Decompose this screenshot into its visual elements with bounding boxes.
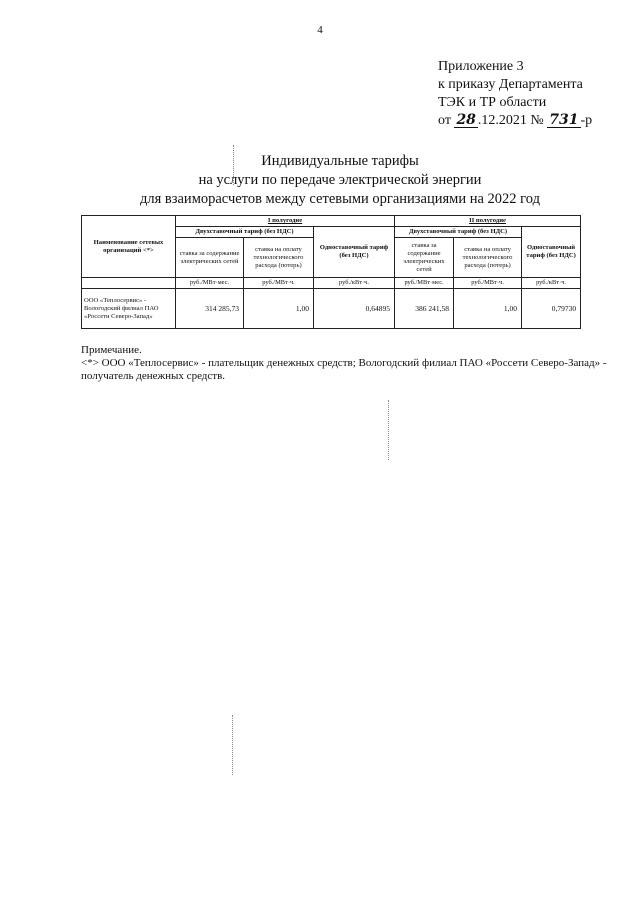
appendix-block xyxy=(438,58,628,130)
date-prefix: от xyxy=(438,113,451,128)
half1-one-part-value: 0,64895 xyxy=(314,289,395,329)
table-row xyxy=(82,289,581,329)
title-line-3: для взаиморасчетов между сетевыми организациями на 2022 год xyxy=(140,191,540,207)
order-suffix: -р xyxy=(580,113,593,128)
date-rest: .12.2021 № xyxy=(477,113,544,128)
handwritten-day: 28 xyxy=(456,112,476,128)
half2-unit-losses: руб./МВт·ч. xyxy=(454,278,522,289)
half2-header: II полугодие xyxy=(395,216,581,227)
note-block xyxy=(81,344,611,383)
half2-maintenance-value: 386 241,58 xyxy=(395,289,454,329)
scan-artifact xyxy=(232,715,233,775)
scan-artifact xyxy=(388,400,389,460)
half1-maintenance-value: 314 285,73 xyxy=(176,289,244,329)
half1-header: I полугодие xyxy=(176,216,395,227)
half2-unit-maintenance: руб./МВт·мес. xyxy=(395,278,454,289)
appendix-title: Приложение 3 xyxy=(438,59,524,74)
appendix-department-line: ТЭК и ТР области xyxy=(438,95,547,110)
appendix-date-line xyxy=(438,112,628,130)
org-name-cell: ООО «Теплосервис» - Вологодский филиал ПАО «Россети Северо-Запад» xyxy=(82,289,176,329)
half1-one-part-header: Одноставочный тариф (без НДС) xyxy=(314,227,395,278)
handwritten-order-number: 731 xyxy=(549,112,579,128)
note-heading: Примечание. xyxy=(81,344,142,356)
page-number: 4 xyxy=(317,24,323,36)
scan-artifact xyxy=(233,145,234,185)
title-line-1: Индивидуальные тарифы xyxy=(261,153,419,169)
half1-unit-one-part: руб./кВт·ч. xyxy=(314,278,395,289)
tariff-table xyxy=(81,215,581,329)
half2-losses-value: 1,00 xyxy=(454,289,522,329)
title-line-2: на услуги по передаче электрической энергии xyxy=(198,172,482,188)
half2-two-part-header: Двухставочный тариф (без НДС) xyxy=(395,227,522,238)
half2-maintenance-header: ставка за содержание электрических сетей xyxy=(395,238,454,278)
document-title xyxy=(0,152,640,209)
half1-unit-maintenance: руб./МВт·мес. xyxy=(176,278,244,289)
half1-two-part-header: Двухставочный тариф (без НДС) xyxy=(176,227,314,238)
org-header: Наименование сетевых организаций <*> xyxy=(82,216,176,278)
half2-unit-one-part: руб./кВт·ч. xyxy=(522,278,581,289)
half1-maintenance-header: ставка за содержание электрических сетей xyxy=(176,238,244,278)
half2-one-part-value: 0,79730 xyxy=(522,289,581,329)
half2-losses-header: ставка на оплату технологического расхода (потерь) xyxy=(454,238,522,278)
half2-one-part-header: Одноставочный тариф (без НДС) xyxy=(522,227,581,278)
half1-losses-value: 1,00 xyxy=(244,289,314,329)
half1-unit-losses: руб./МВт·ч. xyxy=(244,278,314,289)
half1-losses-header: ставка на оплату технологического расхода (потерь) xyxy=(244,238,314,278)
unit-empty xyxy=(82,278,176,289)
appendix-order-line: к приказу Департамента xyxy=(438,77,583,92)
note-text: <*> ООО «Теплосервис» - плательщик денежных средств; Вологодский филиал ПАО «Россети Северо-Запад» - получатель денежных средств. xyxy=(81,357,607,382)
